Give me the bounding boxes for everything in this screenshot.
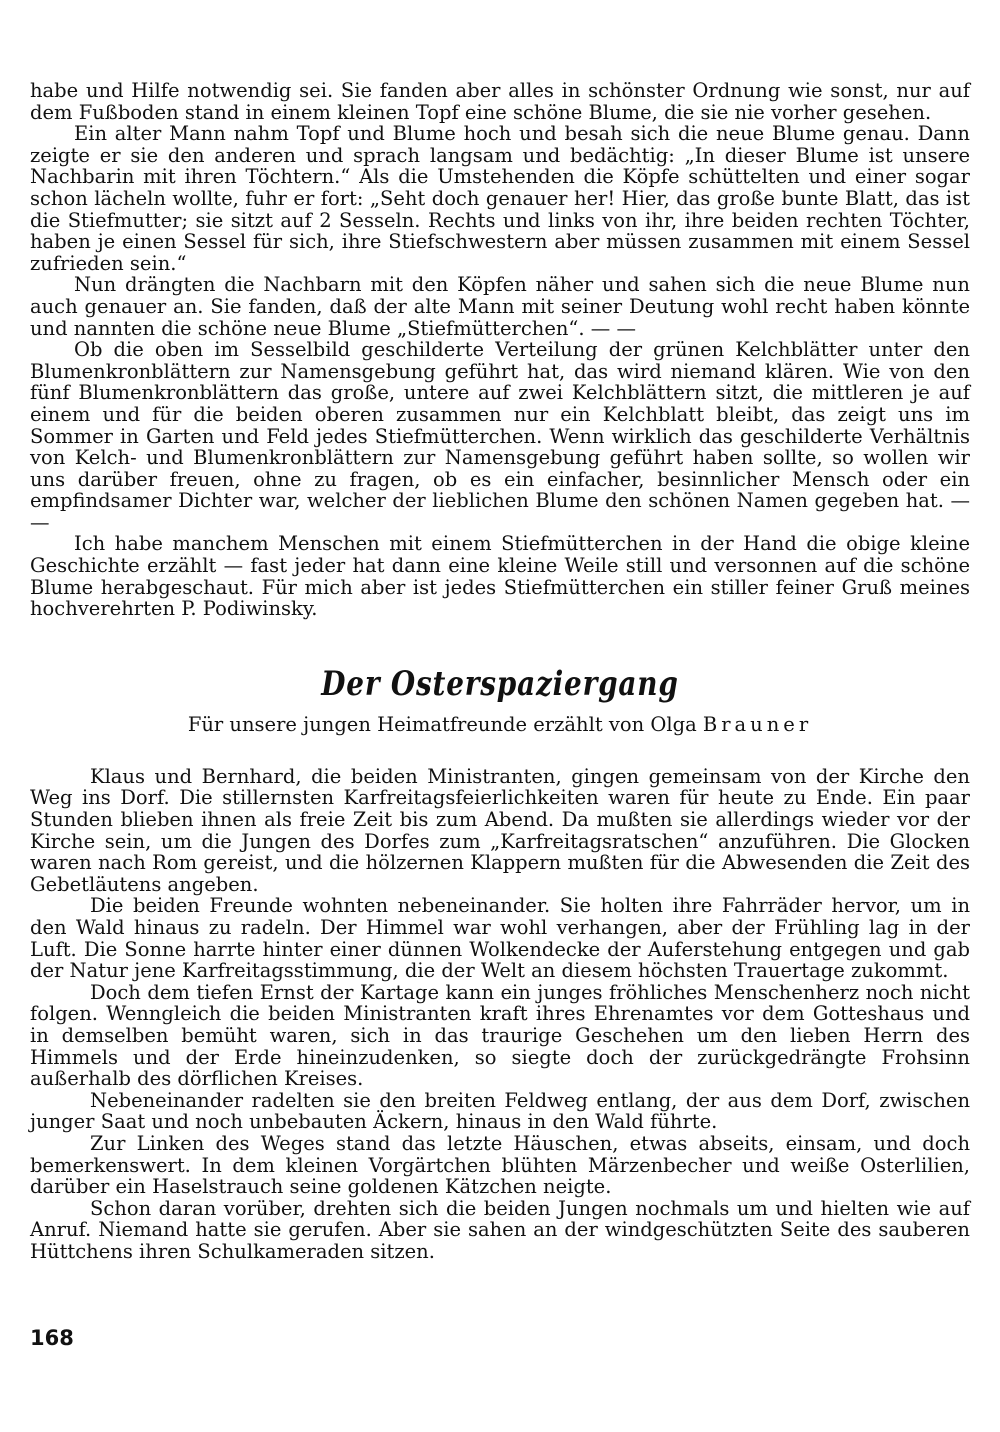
paragraph: Klaus und Bernhard, die beiden Ministranten, gingen gemeinsam von der Kirche den Weg ins Dorf. Die stillernsten Karfreitagsfeierlichkeiten waren für heute zu Ende. Ein paar Stunden blieben ihnen als freie Zeit bis zum Abend. Da mußten sie allerdings wieder vor der Kirche sein, um die Jungen des Dorfes zum „Karfreitagsratschen“ anzuführen. Die Glocken waren nach Rom gereist, und die hölzernen Klappern mußten für die Abwesenden die Zeit des Gebetläutens angeben. bbox=[30, 764, 970, 896]
article-byline bbox=[30, 714, 970, 736]
paragraph: Ich habe manchem Menschen mit einem Stiefmütterchen in der Hand die obige kleine Geschichte erzählt — fast jeder hat dann eine kleine Weile still und versonnen auf die schöne Blume herabgeschaut. Für mich aber ist jedes Stiefmütterchen ein stiller feiner Gruß meines hochverehrten P. Podiwinsky. bbox=[30, 532, 970, 621]
paragraph: Nebeneinander radelten sie den breiten Feldweg entlang, der aus dem Dorf, zwischen junger Saat und noch unbebauten Äckern, hinaus in den Wald führte. bbox=[30, 1088, 970, 1134]
paragraph: Zur Linken des Weges stand das letzte Häuschen, etwas abseits, einsam, und doch bemerkenswert. In dem kleinen Vorgärtchen blühten Märzenbecher und weiße Osterlilien, darüber ein Haselstrauch seine goldenen Kätzchen neigte. bbox=[30, 1131, 970, 1199]
article-body bbox=[30, 766, 970, 1263]
byline-author: Brauner bbox=[702, 712, 813, 736]
paragraph: Doch dem tiefen Ernst der Kartage kann ein junges fröhliches Menschenherz noch nicht folgen. Wenngleich die beiden Ministranten kraft ihres Ehrenamtes vor dem Gotteshaus und in demselben bemüht waren, sich in das traurige Geschehen um den lieben Herrn des Himmels und der Erde hineinzudenken, so siegte doch der zurückgedrängte Frohsinn außerhalb des dörflichen Kreises. bbox=[30, 980, 970, 1091]
page-number: 168 bbox=[30, 1326, 74, 1350]
article-title: Der Osterspaziergang bbox=[321, 663, 679, 704]
paragraph: Ob die oben im Sesselbild geschilderte Verteilung der grünen Kelchblätter unter den Blumenkronblättern zur Namensgebung geführt hat, das wird niemand klären. Wie von den fünf Blumenkronblättern das große, untere auf zwei Kelchblättern sitzt, die mittleren je auf einem und für die beiden oberen zusammen nur ein Kelchblatt bleibt, das zeigt uns im Sommer in Garten und Feld jedes Stiefmütterchen. Wenn wirklich das geschilderte Verhältnis von Kelch- und Blumenkronblättern zur Namensgebung geführt haben sollte, so wollen wir uns darüber freuen, ohne zu fragen, ob es ein einfacher, besinnlicher Mensch oder ein empfindsamer Dichter war, welcher der lieblichen Blume den schönen Namen gegeben hat. — — bbox=[30, 338, 970, 534]
paragraph: Die beiden Freunde wohnten nebeneinander. Sie holten ihre Fahrräder hervor, um in den Wald hinaus zu radeln. Der Himmel war wohl verhangen, aber der Frühling lag in der Luft. Die Sonne harrte hinter einer dünnen Wolkendecke der Auferstehung entgegen und gab der Natur jene Karfreitagsstimmung, die der Welt an diesem höchsten Trauertage zukommt. bbox=[30, 894, 970, 983]
paragraph: Nun drängten die Nachbarn mit den Köpfen näher und sahen sich die neue Blume nun auch genauer an. Sie fanden, daß der alte Mann mit seiner Deutung wohl recht haben könnte und nannten die schöne neue Blume „Stiefmütterchen“. — — bbox=[30, 273, 970, 340]
paragraph: Ein alter Mann nahm Topf und Blume hoch und besah sich die neue Blume genau. Dann zeigte er sie den anderen und sprach langsam und bedächtig: „In dieser Blume ist unsere Nachbarin mit ihren Töchtern.“ Als die Umstehenden die Köpfe schüttelten und einer sogar schon lächeln wollte, fuhr er fort: „Seht doch genauer her! Hier, das große bunte Blatt, das ist die Stiefmutter; sie sitzt auf 2 Sesseln. Rechts und links von ihr, ihre beiden rechten Töchter, haben je einen Sessel für sich, ihre Stiefschwestern aber müssen zusammen mit einem Sessel zufrieden sein.“ bbox=[30, 122, 970, 275]
story-continuation bbox=[30, 80, 970, 620]
document-page bbox=[30, 80, 970, 1263]
paragraph: Schon daran vorüber, drehten sich die beiden Jungen nochmals um und hielten wie auf Anruf. Niemand hatte sie gerufen. Aber sie sahen an der windgeschützten Seite des sauberen Hüttchens ihren Schulkameraden sitzen. bbox=[30, 1196, 970, 1263]
byline-prefix: Für unsere jungen Heimatfreunde erzählt von Olga bbox=[187, 712, 697, 736]
paragraph: habe und Hilfe notwendig sei. Sie fanden aber alles in schönster Ordnung wie sonst, nur auf dem Fußboden stand in einem kleinen Topf eine schöne Blume, die sie nie vorher gesehen. bbox=[30, 79, 970, 124]
